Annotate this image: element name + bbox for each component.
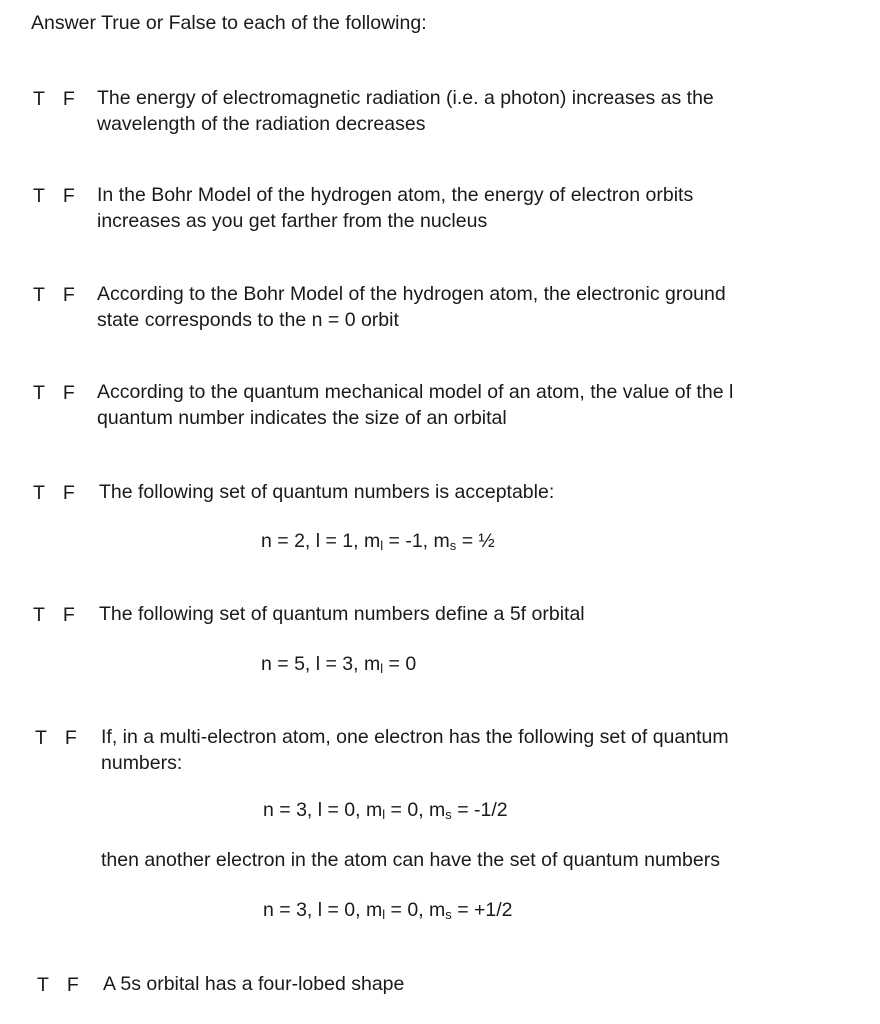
question-5-line-1: The following set of quantum numbers is acceptable: <box>99 481 555 503</box>
question-8-line-1: A 5s orbital has a four-lobed shape <box>103 973 405 995</box>
true-option-q1[interactable]: T <box>33 88 45 110</box>
question-7 <box>101 724 729 776</box>
false-option-q3[interactable]: F <box>62 284 75 306</box>
question-7-line-2: numbers: <box>101 752 183 774</box>
question-2-line-1: In the Bohr Model of the hydrogen atom, the energy of electron orbits <box>97 184 694 206</box>
question-1-line-1: The energy of electromagnetic radiation (i.e. a photon) increases as the <box>97 87 714 109</box>
false-option-q5[interactable]: F <box>62 482 75 504</box>
false-option-q1[interactable]: F <box>62 88 75 110</box>
tf-choices-q4 <box>33 382 75 405</box>
question-3-line-1: According to the Bohr Model of the hydrogen atom, the electronic ground <box>97 283 726 305</box>
question-3 <box>97 281 726 333</box>
true-option-q4[interactable]: T <box>33 382 45 404</box>
question-1-line-2: wavelength of the radiation decreases <box>97 113 426 135</box>
quantum-numbers-q6: n = 5, l = 3, $m_l = 0$ <box>261 653 417 676</box>
quantum-numbers-q7-second: n = 3, l = 0, $m_l = 0$, $m_s = +1/2$ <box>263 899 513 922</box>
question-6-line-1: The following set of quantum numbers define a 5f orbital <box>99 603 585 625</box>
tf-choices-q5 <box>33 482 75 505</box>
question-7-line-1: If, in a multi-electron atom, one electron has the following set of quantum <box>101 726 729 748</box>
question-4-line-1: According to the quantum mechanical model of an atom, the value of the l <box>97 381 734 403</box>
true-option-q8[interactable]: T <box>37 974 49 996</box>
tf-choices-q1 <box>33 88 75 111</box>
tf-choices-q8 <box>37 974 79 997</box>
quantum-numbers-q7-first: n = 3, l = 0, $m_l = 0$, $m_s = -1/2$ <box>263 799 508 822</box>
question-4-line-2: quantum number indicates the size of an orbital <box>97 407 507 429</box>
question-8 <box>103 971 404 997</box>
tf-choices-q7 <box>35 727 77 750</box>
question-2-line-2: increases as you get farther from the nucleus <box>97 210 488 232</box>
question-3-line-2: state corresponds to the n = 0 orbit <box>97 309 399 331</box>
true-option-q3[interactable]: T <box>33 284 45 306</box>
tf-choices-q3 <box>33 284 75 307</box>
quantum-numbers-q5: n = 2, l = 1, $m_l = -1$, $m_s$ = ½ <box>261 530 495 553</box>
question-1 <box>97 85 714 137</box>
tf-choices-q6 <box>33 604 75 627</box>
false-option-q6[interactable]: F <box>62 604 75 626</box>
true-option-q2[interactable]: T <box>33 185 45 207</box>
question-6 <box>99 601 585 627</box>
tf-choices-q2 <box>33 185 75 208</box>
question-4 <box>97 379 733 431</box>
false-option-q4[interactable]: F <box>62 382 75 404</box>
false-option-q2[interactable]: F <box>62 185 75 207</box>
instructions: Answer True or False to each of the following: <box>31 12 427 34</box>
question-5 <box>99 479 554 505</box>
question-7-middle: then another electron in the atom can have the set of quantum numbers <box>101 849 720 871</box>
question-2 <box>97 182 693 234</box>
false-option-q7[interactable]: F <box>64 727 77 749</box>
true-option-q7[interactable]: T <box>35 727 47 749</box>
true-option-q5[interactable]: T <box>33 482 45 504</box>
false-option-q8[interactable]: F <box>66 974 79 996</box>
true-option-q6[interactable]: T <box>33 604 45 626</box>
